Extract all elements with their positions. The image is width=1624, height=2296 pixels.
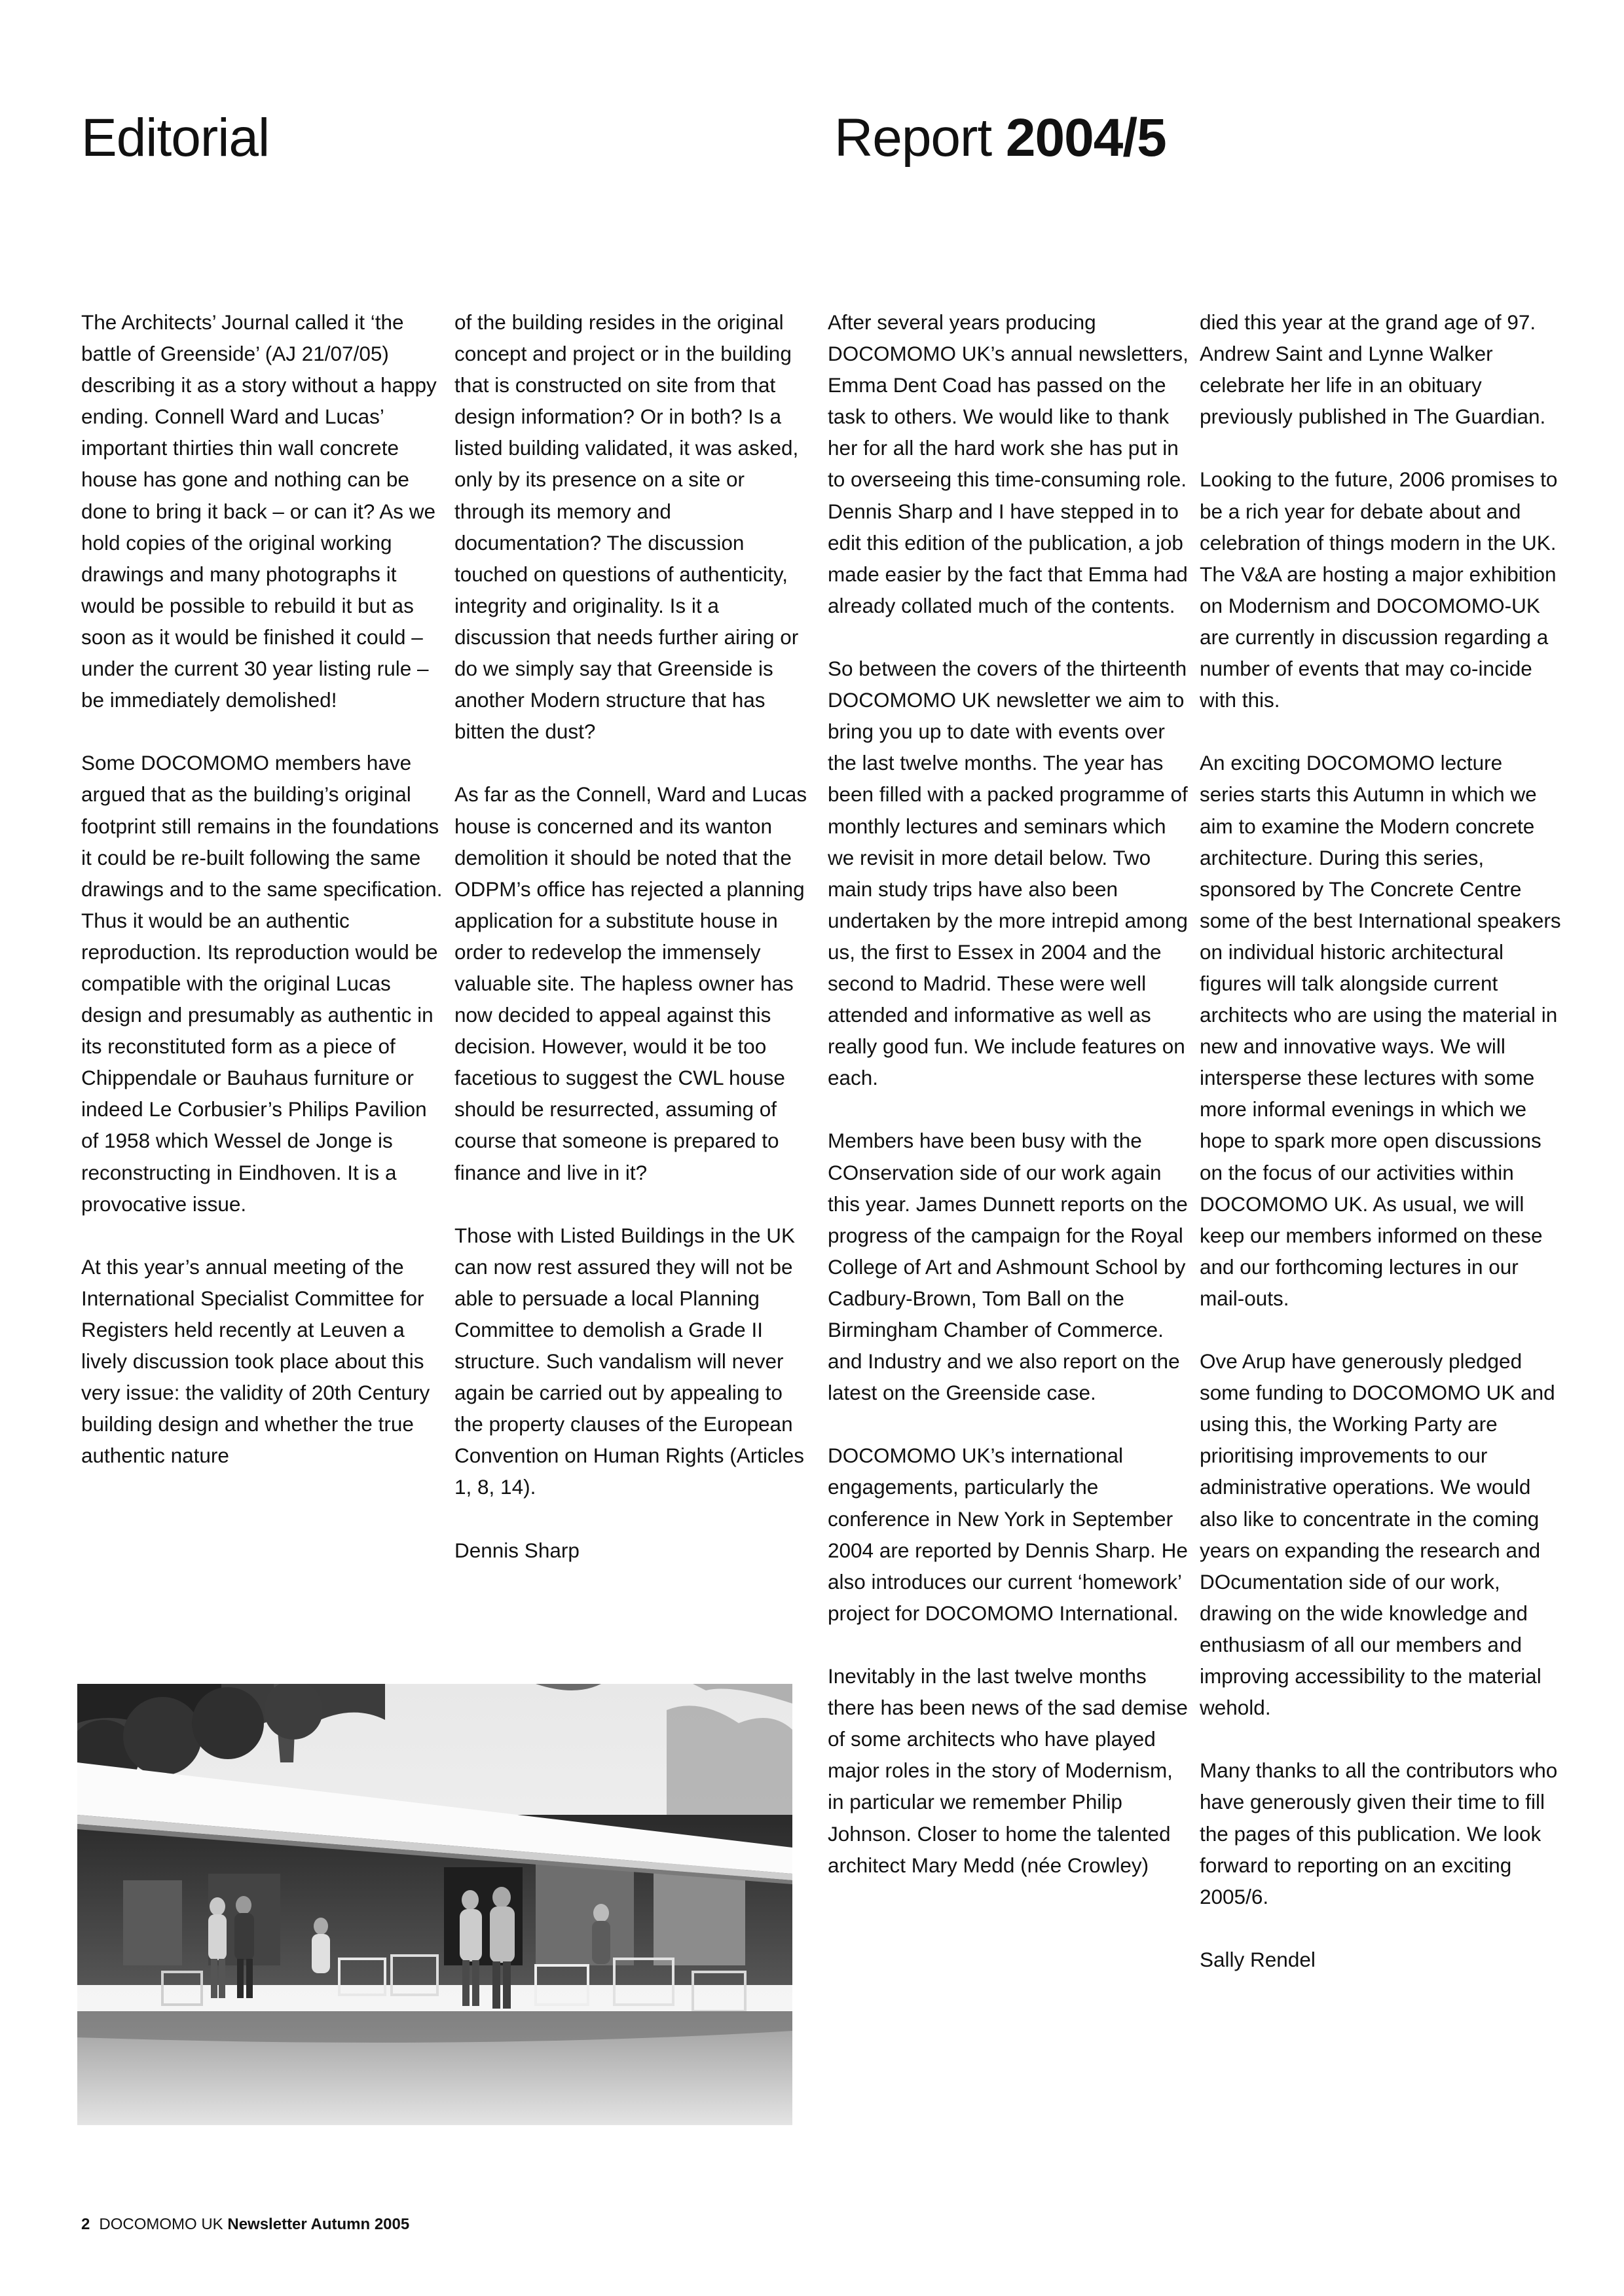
paragraph: After several years producing DOCOMOMO UK’s annual newsletters, Emma Dent Coad has passed on the task to others. We would like to thank her for all the hard work she has put in to overseeing this time-consuming role. Dennis Sharp and I have stepped in to edit this edition of the publication, a job made easier by the fact that Emma had already collated much of the contents. xyxy=(828,310,1189,617)
report-title-word: Report xyxy=(834,108,992,168)
paragraph: So between the covers of the thirteenth DOCOMOMO UK newsletter we aim to bring you up to date with events over the last twelve months. The year has been filled with a packed programme of monthly lectures and seminars which we revisit in more detail below. Two main study trips have also been undertaken by the more intrepid among us, the first to Essex in 2004 and the second to Madrid. These were well attended and informative as well as really good fun. We include features on each. xyxy=(828,657,1188,1090)
issue-name: Newsletter Autumn 2005 xyxy=(227,2215,410,2233)
paragraph: Members have been busy with the COnservation side of our work again this year. James Dunnett reports on the progress of the campaign for the Royal College of Art and Ashmount School by Cadbury-Brown, Tom Ball on the Birmingham Chamber of Commerce. and Industry and we also report on the latest on the Greenside case. xyxy=(828,1129,1188,1405)
paragraph: Ove Arup have generously pledged some funding to DOCOMOMO UK and using this, the Working Party are prioritising improvements to our administrative operations. We would also like to concentrate in the coming years on expanding the research and DOcumentation side of our work, drawing on the wide knowledge and enthusiasm of all our members and improving accessibility to the material wehold. xyxy=(1200,1349,1555,1720)
page-footer xyxy=(81,2217,409,2232)
report-title xyxy=(834,108,1166,168)
paragraph: The Architects’ Journal called it ‘the battle of Greenside’ (AJ 21/07/05) describing it as a story without a happy ending. Connell Ward and Lucas’ important thirties thin wall concrete house has gone and nothing can be done to bring it back – or can it? As we hold copies of the original working drawings and many photographs it would be possible to rebuild it but as soon as it would be finished it could – under the current 30 year listing rule – be immediately demolished! xyxy=(81,310,437,712)
text-column-1 xyxy=(81,306,443,1471)
paragraph: Looking to the future, 2006 promises to be a rich year for debate about and celebration of things modern in the UK. The V&A are hosting a major exhibition on Modernism and DOCOMOMO-UK are currently in discussion regarding a number of events that may co-incide with this. xyxy=(1200,467,1558,712)
text-column-4 xyxy=(1200,306,1561,1975)
paragraph: As far as the Connell, Ward and Lucas house is concerned and its wanton demolition it should be noted that the ODPM’s office has rejected a planning application for a substitute house in order to redevelop the immensely valuable site. The hapless owner has now decided to appeal against this decision. However, would it be too facetious to suggest the CWL house should be resurrected, assuming of course that someone is prepared to finance and live in it? xyxy=(454,782,807,1184)
page-number: 2 xyxy=(81,2215,90,2233)
editorial-title: Editorial xyxy=(81,108,270,168)
publication-name: DOCOMOMO UK xyxy=(99,2215,223,2233)
author-signature: Dennis Sharp xyxy=(454,1538,580,1562)
text-column-2 xyxy=(454,306,816,1566)
paragraph: of the building resides in the original concept and project or in the building that is constructed on site from that design information? Or in both? Is a listed building validated, it was asked, only by its presence on a site or through its memory and documentation? The discussion touched on questions of authenticity, integrity and originality. Is it a discussion that needs further airing or do we simply say that Greenside is another Modern structure that has bitten the dust? xyxy=(454,310,799,744)
paragraph: Some DOCOMOMO members have argued that as the building’s original footprint still remains in the foundations it could be re-built following the same drawings and to the same specification. Thus it would be an authentic reproduction. Its reproduction would be compatible with the original Lucas design and presumably as authentic in its reconstituted form as a piece of Chippendale or Bauhaus furniture or indeed Le Corbusier’s Philips Pavilion of 1958 which Wessel de Jonge is reconstructing in Eindhoven. It is a provocative issue. xyxy=(81,751,443,1216)
text-column-3 xyxy=(828,306,1189,1881)
paragraph: Inevitably in the last twelve months there has been news of the sad demise of some architects who have played major roles in the story of Modernism, in particular we remember Philip Johnson. Closer to home the talented architect Mary Medd (née Crowley) xyxy=(828,1664,1188,1877)
paragraph: An exciting DOCOMOMO lecture series starts this Autumn in which we aim to examine the Modern concrete architecture. During this series, sponsored by The Concrete Centre some of the best International speakers on individual historic architectural figures will talk alongside current architects who are using the material in new and innovative ways. We will intersperse these lectures with some more informal evenings in which we hope to spark more open discussions on the focus of our activities within DOCOMOMO UK. As usual, we will keep our members informed on these and our forthcoming lectures in our mail-outs. xyxy=(1200,751,1561,1310)
paragraph: Many thanks to all the contributors who have generously given their time to fill the pages of this publication. We look forward to reporting on an exciting 2005/6. xyxy=(1200,1758,1558,1908)
paragraph: died this year at the grand age of 97. Andrew Saint and Lynne Walker celebrate her life in an obituary previously published in The Guardian. xyxy=(1200,310,1546,429)
paragraph: At this year’s annual meeting of the International Specialist Committee for Registers held recently at Leuven a lively discussion took place about this very issue: the validity of 20th Century building design and whether the true authentic nature xyxy=(81,1254,430,1468)
terrace-photo xyxy=(77,1684,792,2125)
paragraph: Those with Listed Buildings in the UK can now rest assured they will not be able to persuade a local Planning Committee to demolish a Grade II structure. Such vandalism will never again be carried out by appealing to the property clauses of the European Convention on Human Rights (Articles 1, 8, 14). xyxy=(454,1223,804,1499)
report-title-year: 2004/5 xyxy=(1005,108,1166,168)
author-signature: Sally Rendel xyxy=(1200,1947,1316,1971)
paragraph: DOCOMOMO UK’s international engagements, particularly the conference in New York in September 2004 are reported by Dennis Sharp. He also introduces our current ‘homework’ project for DOCOMOMO International. xyxy=(828,1444,1188,1625)
